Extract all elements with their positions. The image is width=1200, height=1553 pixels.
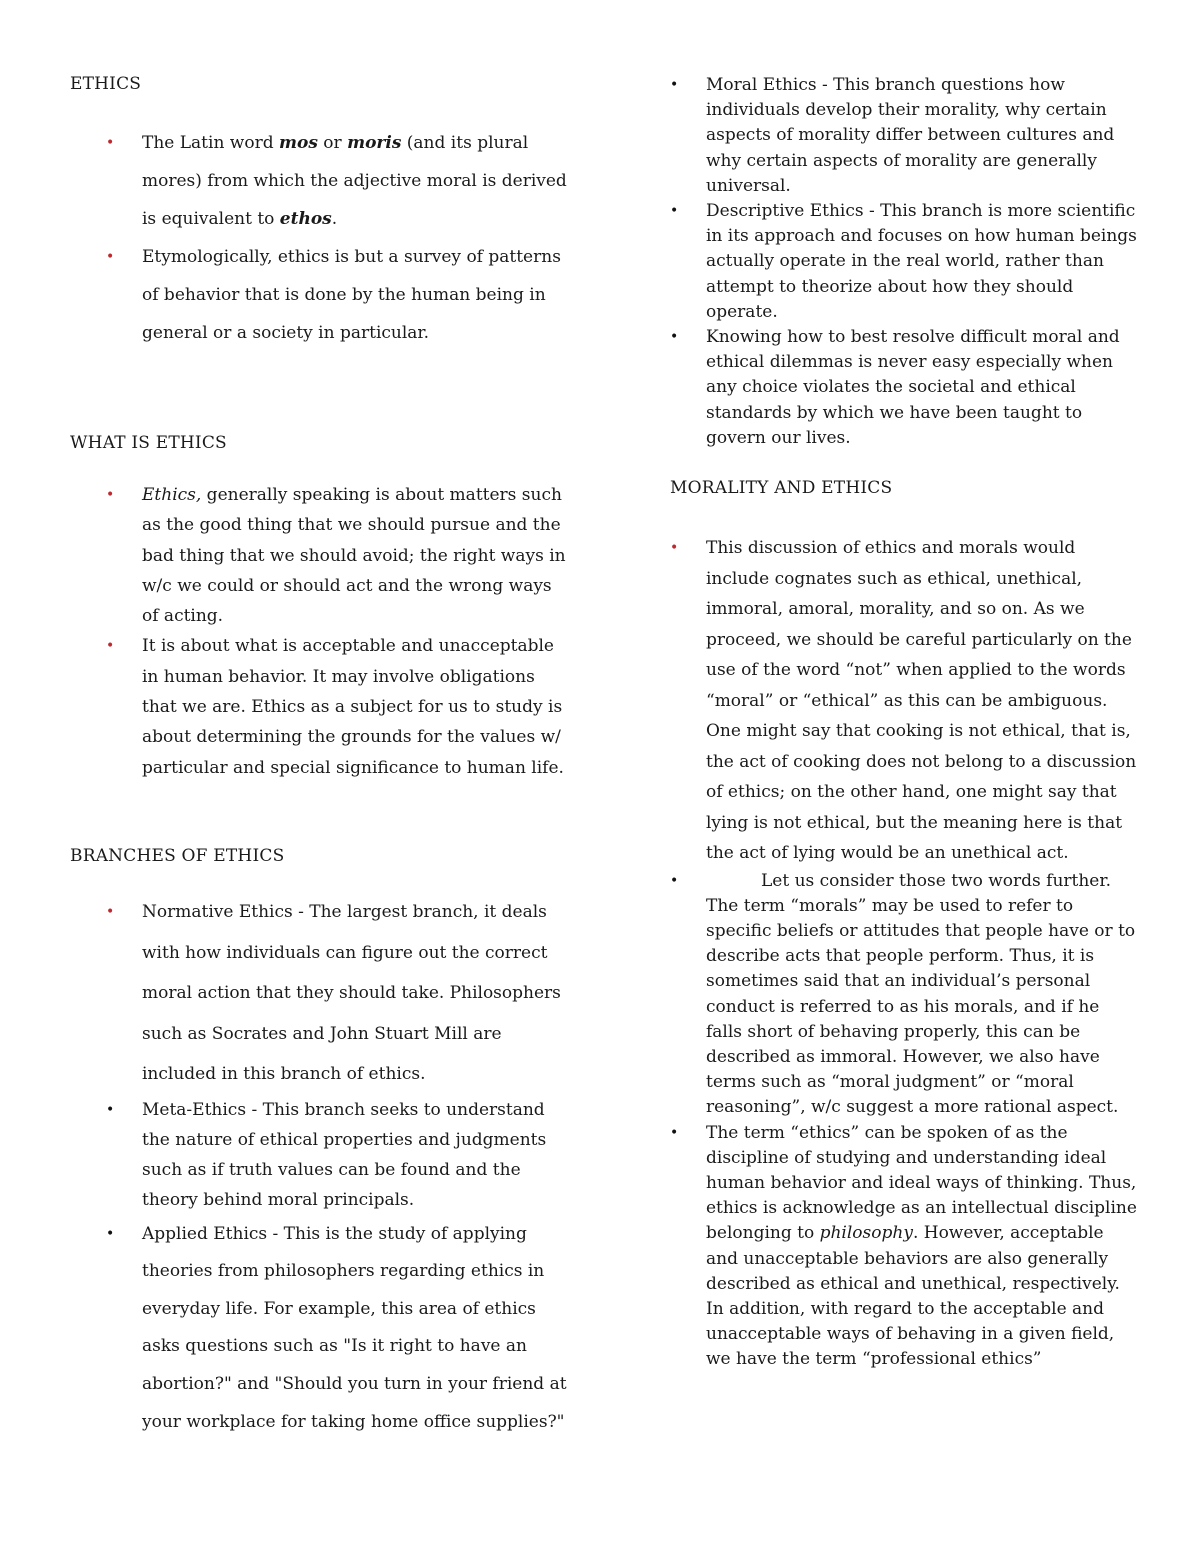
list-item: • Meta-Ethics - This branch seeks to understand the nature of ethical properties and judgments such as if truth values can be found and the theory behind moral principals. xyxy=(70,1095,570,1216)
list-item: • Descriptive Ethics - This branch is more scientific in its approach and focuses on how human beings actually operate in the real world, rather than attempt to theorize about how they should operate. xyxy=(670,201,1137,322)
list-item: • Etymologically, ethics is but a survey of patterns of behavior that is done by the human being in general or a society in particular. xyxy=(70,238,570,352)
bullet-icon: • xyxy=(670,1124,679,1141)
heading-branches: BRANCHES OF ETHICS xyxy=(70,846,285,866)
list-item: • This discussion of ethics and morals would include cognates such as ethical, unethical, immoral, amoral, morality, and so on. As we proceed, we should be careful particularly on the use of the word “not” when applied to the words “moral” or “ethical” as this can be ambiguous. One might say that cooking is not ethical, that is, the act of cooking does not belong to a discussion of ethics; on the other hand, one might say that lying is not ethical, but the meaning here is that the act of lying would be an unethical act. xyxy=(670,533,1140,869)
list-item: • Ethics, generally speaking is about matters such as the good thing that we should pursue and the bad thing that we should avoid; the right ways in w/c we could or should act and the wrong ways of acting. xyxy=(70,480,570,631)
bullet-icon: • xyxy=(106,487,115,503)
ethics-list xyxy=(70,124,570,352)
list-item: • Knowing how to best resolve difficult moral and ethical dilemmas is never easy especially when any choice violates the societal and ethical standards by which we have been taught to govern our lives. xyxy=(670,327,1120,448)
bullet-icon: • xyxy=(106,638,115,655)
branches-list xyxy=(70,892,570,1441)
bullet-icon: • xyxy=(670,872,679,889)
bullet-icon: • xyxy=(670,203,679,220)
list-item: • It is about what is acceptable and unacceptable in human behavior. It may involve obligations that we are. Ethics as a subject for us to study is about determining the grounds for the values w/ particular and special significance to human life. xyxy=(70,631,570,782)
bullet-icon: • xyxy=(670,540,679,556)
bullet-icon: • xyxy=(106,249,115,265)
list-item: • Applied Ethics - This is the study of applying theories from philosophers regarding ethics in everyday life. For example, this area of ethics asks questions such as "Is it right to have an abortion?" and "Should you turn in your friend at your workplace for taking home office supplies?" xyxy=(70,1216,570,1442)
heading-what-is-ethics: WHAT IS ETHICS xyxy=(70,433,227,453)
bullet-icon: • xyxy=(670,329,679,346)
what-list xyxy=(70,480,570,783)
list-item: • Let us consider those two words further. The term “morals” may be used to refer to specific beliefs or attitudes that people have or to describe acts that people perform. Thus, it is sometimes said that an individual’s personal conduct is referred to as his morals, and if he falls short of behaving properly, this can be described as immoral. However, we also have terms such as “moral judgment” or “moral reasoning”, w/c suggest a more rational aspect. xyxy=(670,870,1136,1118)
bullet-icon: • xyxy=(106,904,115,920)
list-item: • Normative Ethics - The largest branch, it deals with how individuals can figure out the correct moral action that they should take. Philosophers such as Socrates and John Stuart Mill are included in this branch of ethics. xyxy=(70,892,570,1095)
bullet-icon: • xyxy=(106,1225,115,1242)
morality-list xyxy=(670,533,1140,1373)
list-item: • The term “ethics” can be spoken of as the discipline of studying and understanding ideal human behavior and ideal ways of thinking. Thus, ethics is acknowledge as an intellectual discipline belonging to philosophy. However, acceptable and unacceptable behaviors are also generally described as ethical and unethical, respectively. In addition, with regard to the acceptable and unacceptable ways of behaving in a given field, we have the term “professional ethics” xyxy=(670,1122,1137,1370)
right-top-list xyxy=(670,73,1140,451)
list-item: • Moral Ethics - This branch questions how individuals develop their morality, why certain aspects of morality differ between cultures and why certain aspects of morality are generally universal. xyxy=(670,75,1115,196)
list-item: • The Latin word mos or moris (and its plural mores) from which the adjective moral is derived is equivalent to ethos. xyxy=(70,124,570,238)
bullet-icon: • xyxy=(106,135,115,151)
heading-ethics: ETHICS xyxy=(70,74,142,94)
heading-morality-and-ethics: MORALITY AND ETHICS xyxy=(670,478,893,498)
bullet-icon: • xyxy=(670,77,679,93)
bullet-icon: • xyxy=(106,1101,115,1118)
